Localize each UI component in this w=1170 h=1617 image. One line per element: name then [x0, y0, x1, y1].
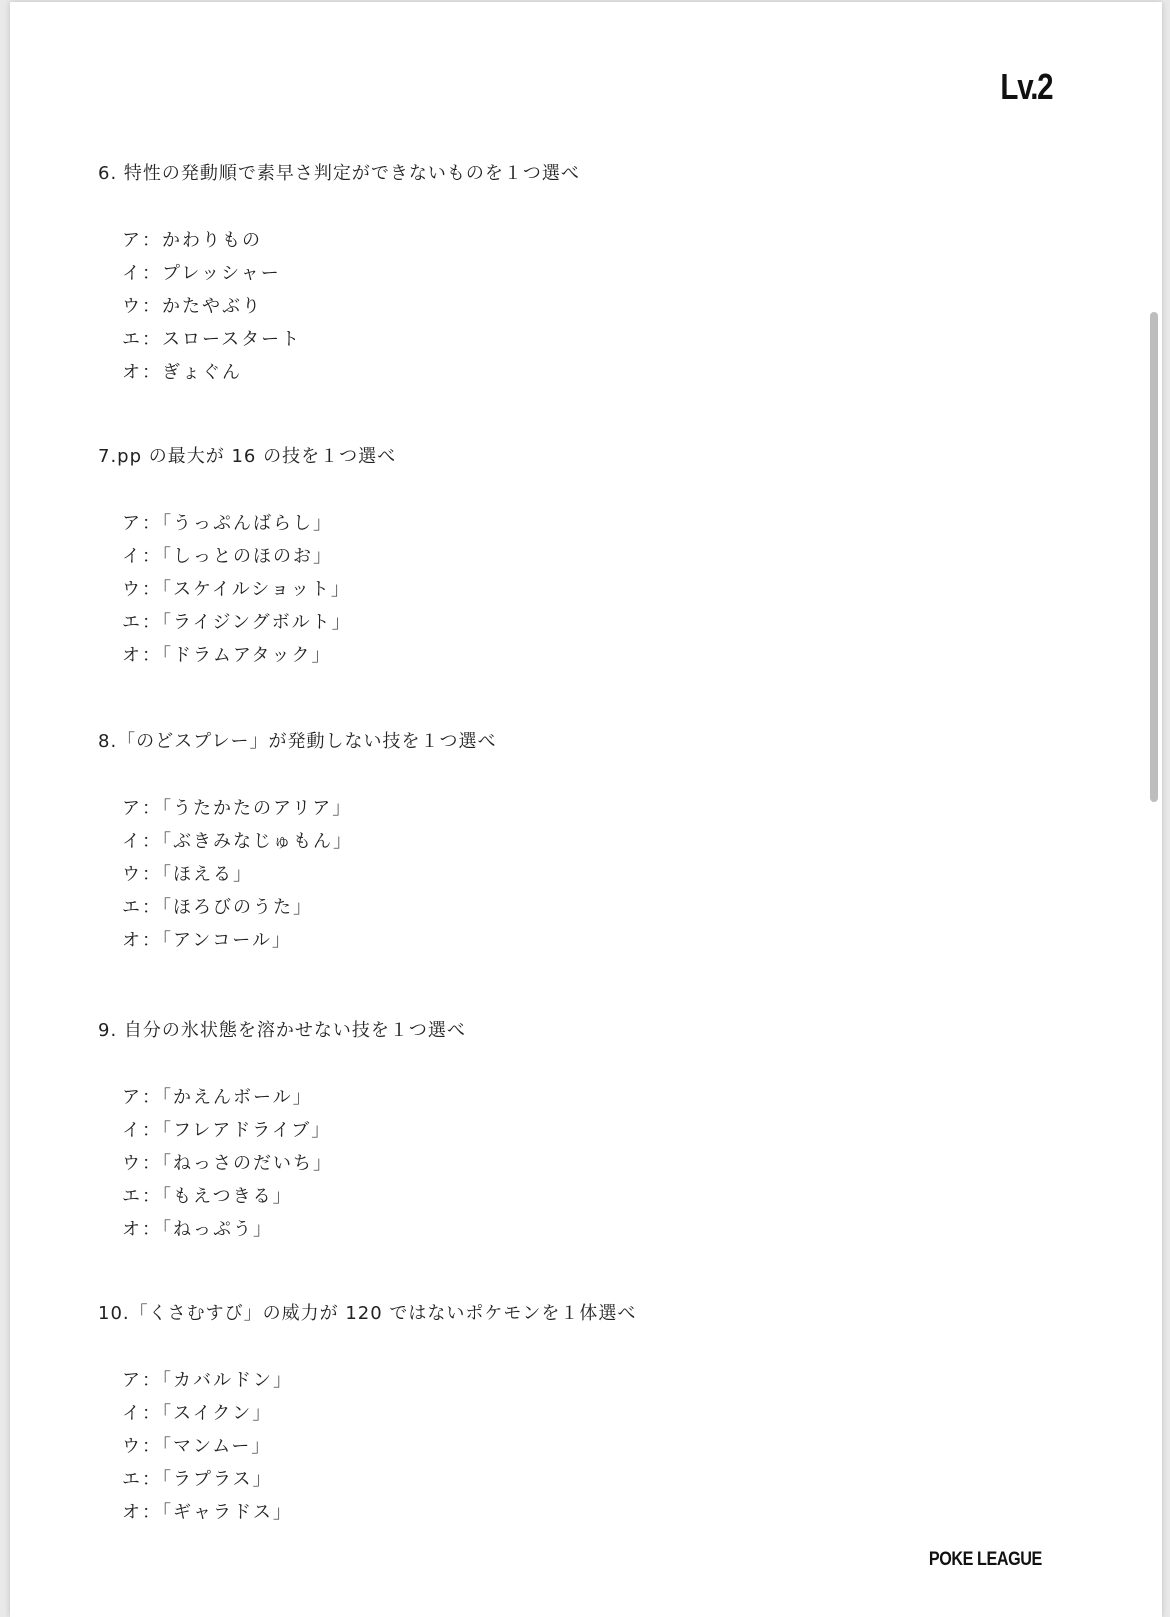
scrollbar-thumb[interactable] [1150, 312, 1158, 802]
option-o: オ：「ギャラドス」 [122, 1502, 293, 1523]
option-a: ア：「うっぷんばらし」 [122, 513, 333, 534]
question-title: 6. 特性の発動順で素早さ判定ができないものを１つ選べ [98, 163, 580, 184]
option-i: イ：「スイクン」 [122, 1403, 273, 1424]
option-o: オ：「ドラムアタック」 [122, 645, 332, 666]
option-e: エ：「ラプラス」 [122, 1469, 273, 1490]
question-8 [98, 730, 998, 957]
option-o: オ：「アンコール」 [122, 930, 292, 951]
question-7 [98, 445, 998, 672]
option-i: イ：プレッシャー [122, 263, 281, 284]
option-o: オ：ぎょぐん [122, 362, 242, 383]
option-list [98, 224, 998, 389]
level-label: Lv.2 [1000, 66, 1052, 107]
option-i: イ：「フレアドライブ」 [122, 1120, 332, 1141]
question-title: 7.pp の最大が 16 の技を１つ選べ [98, 446, 397, 467]
question-10 [98, 1302, 998, 1529]
question-title: 8.「のどスプレー」が発動しない技を１つ選べ [98, 731, 497, 752]
question-title: 9. 自分の氷状態を溶かせない技を１つ選べ [98, 1020, 466, 1041]
option-a: ア：「かえんボール」 [122, 1087, 313, 1108]
option-u: ウ：かたやぶり [122, 296, 262, 317]
option-e: エ：「もえつきる」 [122, 1186, 293, 1207]
option-i: イ：「しっとのほのお」 [122, 546, 333, 567]
option-list [98, 1364, 998, 1529]
option-e: エ：スロースタート [122, 329, 302, 350]
option-e: エ：「ほろびのうた」 [122, 897, 313, 918]
option-list [98, 1081, 998, 1246]
option-a: ア：「うたかたのアリア」 [122, 798, 353, 819]
option-a: ア：「カバルドン」 [122, 1370, 293, 1391]
document-page [10, 2, 1162, 1617]
option-a: ア：かわりもの [122, 230, 262, 251]
question-9 [98, 1019, 998, 1246]
vertical-scrollbar[interactable] [1148, 0, 1160, 1617]
option-u: ウ：「スケイルショット」 [122, 579, 351, 600]
option-u: ウ：「ほえる」 [122, 864, 253, 885]
option-i: イ：「ぶきみなじゅもん」 [122, 831, 353, 852]
option-u: ウ：「マンムー」 [122, 1436, 272, 1457]
question-6 [98, 162, 998, 389]
option-list [98, 507, 998, 672]
option-o: オ：「ねっぷう」 [122, 1219, 273, 1240]
brand-footer: POKE LEAGUE [929, 1549, 1042, 1570]
option-list [98, 792, 998, 957]
option-e: エ：「ライジングボルト」 [122, 612, 352, 633]
option-u: ウ：「ねっさのだいち」 [122, 1153, 333, 1174]
question-title: 10.「くさむすび」の威力が 120 ではないポケモンを１体選べ [98, 1303, 637, 1324]
